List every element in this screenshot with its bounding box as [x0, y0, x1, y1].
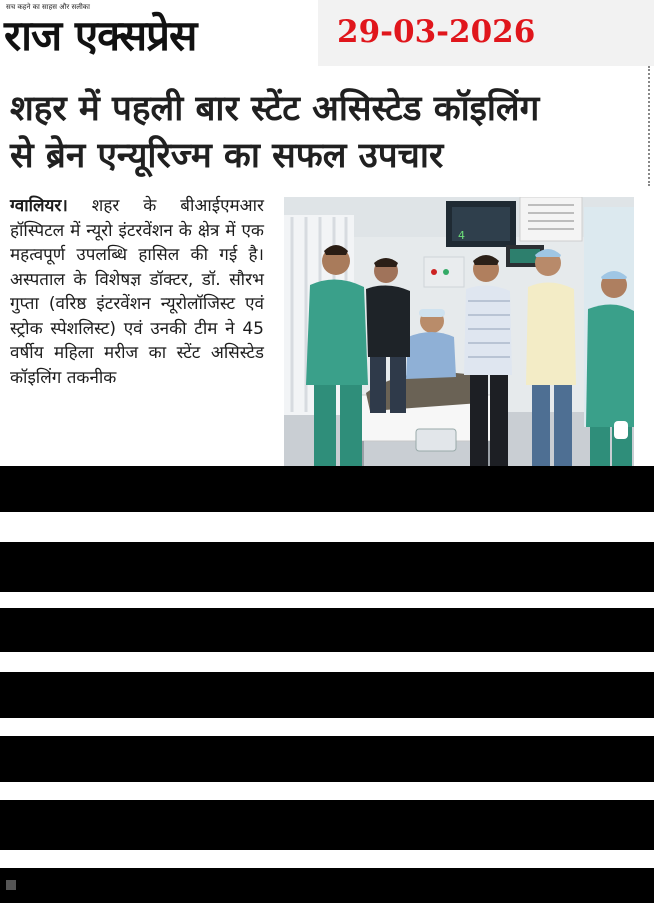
scan-speck [274, 674, 286, 686]
redaction-gap [0, 592, 654, 608]
redaction-bar [0, 736, 654, 782]
article-dateline: ग्वालियर। [10, 196, 68, 216]
redaction-bar [0, 466, 654, 512]
masthead-tagline: सच कहने का साहस और सलीका [6, 3, 90, 11]
masthead-logo-block [0, 0, 318, 66]
scan-speck [402, 738, 414, 750]
redaction-gap [0, 782, 654, 800]
hospital-room-photo [284, 197, 634, 480]
scan-speck [6, 880, 16, 890]
article-body-text: शहर के बीआईएमआर हॉस्पिटल में न्यूरो इंटरवेंशन के क्षेत्र में एक महत्वपूर्ण उपलब्धि हासिल की गई है। अस्पताल के विशेषज्ञ डॉक्टर, डॉ. सौरभ गुप्ता (वरिष्ठ इंटरवेंशन न्यूरोलॉजिस्ट एवं स्ट्रोक स्पेशलिस्ट) एवं उनकी टीम ने 45 वर्षीय महिला मरीज का स्टेंट असिस्टेड कॉइलिंग तकनीक [10, 196, 264, 388]
scan-speck [530, 802, 542, 814]
redaction-bar [0, 868, 654, 903]
redaction-gap [0, 652, 654, 672]
redaction-bar [0, 672, 654, 718]
scan-speck [146, 610, 158, 622]
redaction-gap [0, 850, 654, 868]
article-body [10, 194, 264, 390]
redaction-gap [0, 718, 654, 736]
redaction-bar [0, 800, 654, 850]
redaction-bar [0, 542, 654, 592]
masthead [0, 0, 654, 66]
scan-speck [14, 546, 26, 558]
column-rule [648, 66, 650, 186]
redaction-gap [0, 512, 654, 542]
article-photo [284, 197, 634, 480]
publication-date: 29-03-2026 [337, 14, 536, 50]
article-headline [10, 86, 640, 180]
newspaper-name: राज एक्सप्रेस [4, 11, 197, 60]
redaction-bar [0, 608, 654, 652]
headline-line-2: से ब्रेन एन्यूरिज्म का सफल उपचार [10, 136, 444, 176]
monitor-reading-value: 4 [458, 229, 465, 242]
headline-line-1: शहर में पहली बार स्टेंट असिस्टेड कॉइलिंग [10, 89, 540, 129]
